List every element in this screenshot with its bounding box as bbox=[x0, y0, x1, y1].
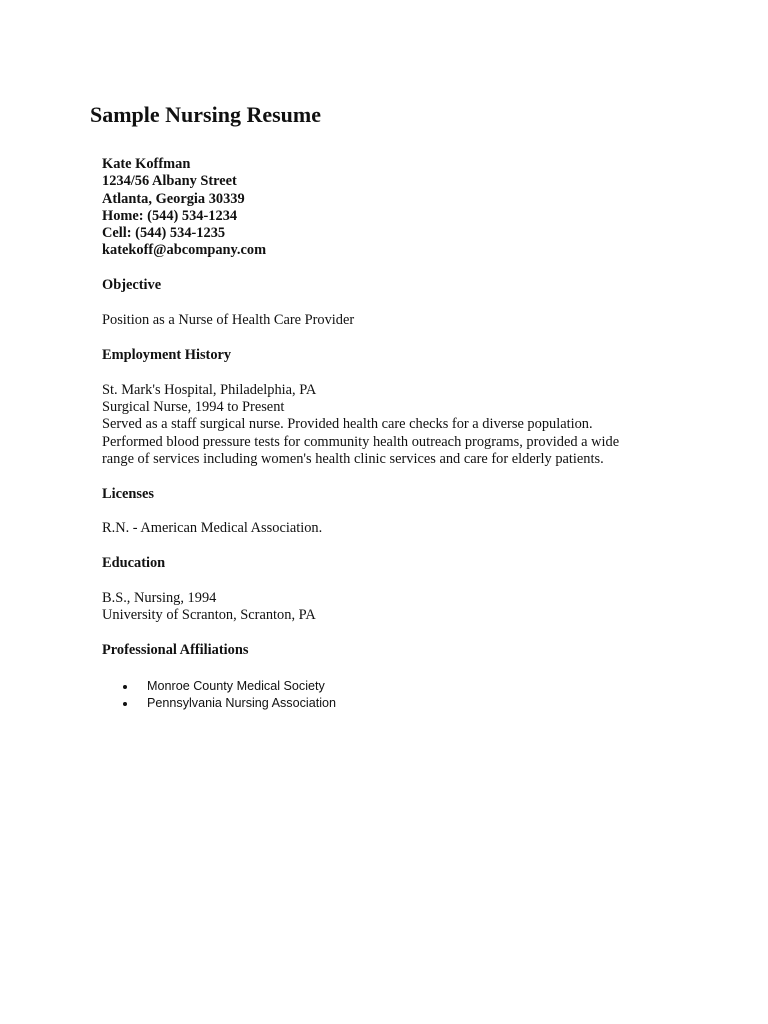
spacer bbox=[102, 573, 702, 591]
affiliations-heading: Professional Affiliations bbox=[102, 642, 249, 659]
spacer bbox=[102, 364, 702, 382]
bullet-icon bbox=[123, 702, 127, 706]
spacer bbox=[102, 503, 702, 521]
education-heading: Education bbox=[102, 555, 166, 572]
education-school: University of Scranton, Scranton, PA bbox=[102, 607, 316, 624]
spacer bbox=[102, 468, 702, 486]
employment-heading: Employment History bbox=[102, 346, 232, 363]
licenses-section bbox=[102, 486, 702, 538]
spacer bbox=[102, 329, 702, 347]
contact-block bbox=[102, 156, 702, 260]
employment-position: Surgical Nurse, 1994 to Present bbox=[102, 398, 285, 415]
employment-employer: St. Mark's Hospital, Philadelphia, PA bbox=[102, 381, 317, 398]
contact-name: Kate Koffman bbox=[102, 156, 191, 172]
bullet-icon bbox=[123, 685, 127, 689]
employment-description-line: range of services including women's health clinic services and care for elderly patients. bbox=[102, 450, 604, 467]
spacer bbox=[102, 538, 702, 556]
contact-home-phone: Home: (544) 534-1234 bbox=[102, 207, 238, 224]
contact-street: 1234/56 Albany Street bbox=[102, 173, 237, 190]
spacer bbox=[102, 260, 702, 278]
licenses-text: R.N. - American Medical Association. bbox=[102, 520, 323, 537]
affiliation-label: Pennsylvania Nursing Association bbox=[147, 696, 337, 711]
contact-cell-phone: Cell: (544) 534-1235 bbox=[102, 225, 226, 242]
document-title: Sample Nursing Resume bbox=[90, 102, 322, 127]
education-degree: B.S., Nursing, 1994 bbox=[102, 590, 217, 607]
contact-city: Atlanta, Georgia 30339 bbox=[102, 190, 245, 207]
employment-description-line: Served as a staff surgical nurse. Provided health care checks for a diverse population. bbox=[102, 416, 593, 433]
affiliation-label: Monroe County Medical Society bbox=[147, 679, 325, 693]
licenses-heading: Licenses bbox=[102, 485, 154, 502]
resume-body bbox=[102, 156, 702, 659]
contact-email: katekoff@abcompany.com bbox=[102, 242, 267, 259]
spacer bbox=[102, 625, 702, 643]
list-item bbox=[120, 695, 336, 712]
employment-section bbox=[102, 347, 702, 468]
objective-section bbox=[102, 277, 702, 329]
objective-text: Position as a Nurse of Health Care Provider bbox=[102, 312, 355, 329]
objective-heading: Objective bbox=[102, 277, 162, 294]
employment-description-line: Performed blood pressure tests for community health outreach programs, provided a wide bbox=[102, 433, 620, 450]
affiliations-list bbox=[120, 678, 336, 713]
education-section bbox=[102, 555, 702, 624]
list-item bbox=[120, 678, 336, 695]
spacer bbox=[102, 295, 702, 313]
affiliations-section bbox=[102, 642, 702, 659]
